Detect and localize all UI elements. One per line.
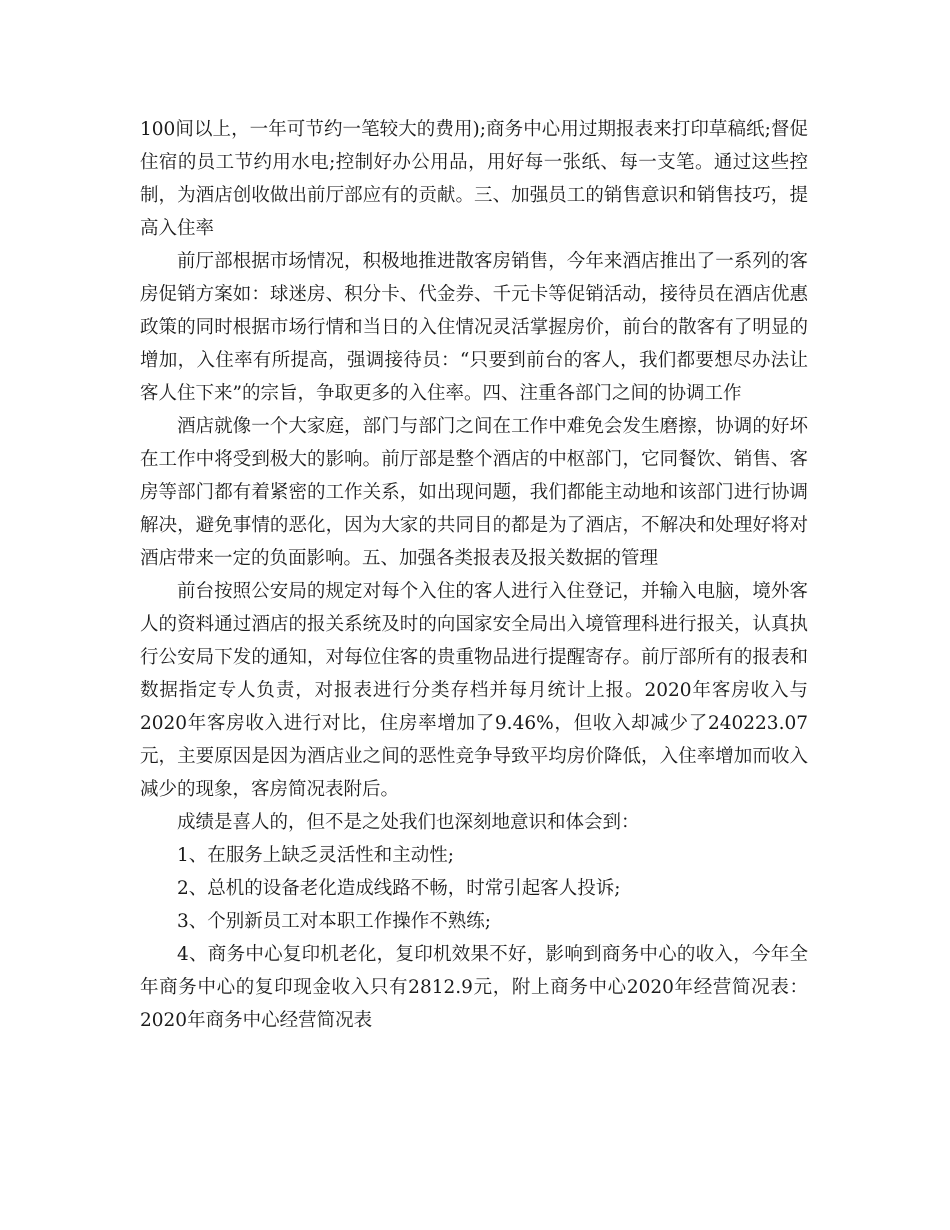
list-item-shortcoming-4: 4、商务中心复印机老化，复印机效果不好，影响到商务中心的收入，今年全年商务中心的复印现金收入只有2812.9元，附上商务中心2020年经营简况表：2020年商务中心经营简况表	[140, 944, 808, 1031]
paragraph-department-coordination: 酒店就像一个大家庭，部门与部门之间在工作中难免会发生磨擦，协调的好坏在工作中将受到极大的影响。前厅部是整个酒店的中枢部门，它同餐饮、销售、客房等部门都有着紧密的工作关系，如出现问题，我们都能主动地和该部门进行协调解决，避免事情的恶化，因为大家的共同目的都是为了酒店，不解决和处理好将对酒店带来一定的负面影响。五、加强各类报表及报关数据的管理	[140, 416, 808, 569]
document-body	[140, 113, 808, 1037]
paragraph-reports-management: 前台按照公安局的规定对每个入住的客人进行入住登记，并输入电脑，境外客人的资料通过酒店的报关系统及时的向国家安全局出入境管理科进行报关，认真执行公安局下发的通知，对每位住客的贵重物品进行提醒寄存。前厅部所有的报表和数据指定专人负责，对报表进行分类存档并每月统计上报。2020年客房收入与2020年客房收入进行对比，住房率增加了9.46%，但收入却减少了240223.07元，主要原因是因为酒店业之间的恶性竞争导致平均房价降低，入住率增加而收入减少的现象，客房简况表附后。	[140, 581, 808, 800]
list-item-shortcoming-3: 3、个别新员工对本职工作操作不熟练;	[177, 911, 492, 932]
list-item-shortcoming-1: 1、在服务上缺乏灵活性和主动性;	[177, 845, 455, 866]
paragraph-room-promotion: 前厅部根据市场情况，积极地推进散客房销售，今年来酒店推出了一系列的客房促销方案如：球迷房、积分卡、代金券、千元卡等促销活动，接待员在酒店优惠政策的同时根据市场行情和当日的入住情况灵活掌握房价，前台的散客有了明显的增加，入住率有所提高，强调接待员：“只要到前台的客人，我们都要想尽办法让客人住下来”的宗旨，争取更多的入住率。四、注重各部门之间的协调工作	[140, 251, 808, 404]
list-item-shortcoming-2: 2、总机的设备老化造成线路不畅，时常引起客人投诉;	[177, 878, 621, 899]
paragraph-shortcomings-intro: 成绩是喜人的，但不是之处我们也深刻地意识和体会到：	[177, 812, 640, 833]
paragraph-savings-and-sales: 100间以上，一年可节约一笔较大的费用);商务中心用过期报表来打印草稿纸;督促住宿的员工节约用水电;控制好办公用品，用好每一张纸、每一支笔。通过这些控制，为酒店创收做出前厅部应有的贡献。三、加强员工的销售意识和销售技巧，提高入住率	[140, 119, 808, 239]
